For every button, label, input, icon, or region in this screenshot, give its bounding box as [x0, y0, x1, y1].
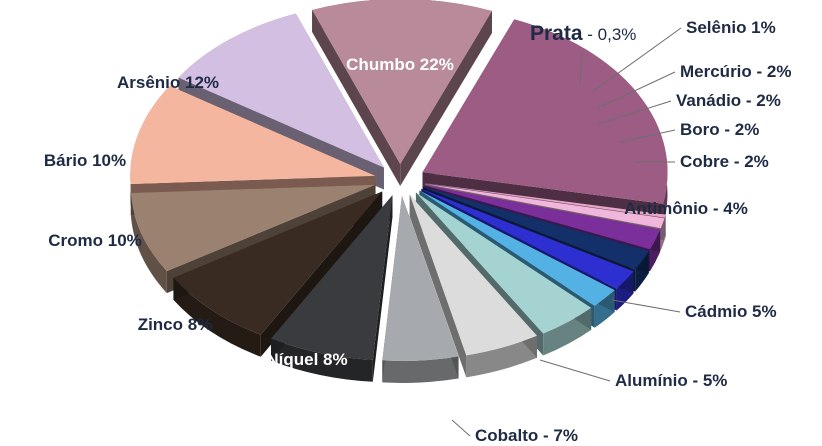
label-boro: Boro - 2%: [680, 120, 760, 139]
label-bario: Bário 10%: [43, 151, 127, 170]
leader-aluminio: [540, 360, 610, 381]
leader-cobalto: [452, 420, 470, 436]
label-prata: [530, 22, 636, 45]
label-niquel: Níquel 8%: [266, 350, 348, 369]
label-arsenio: Arsênio 12%: [116, 73, 220, 92]
label-zinco: Zinco 8%: [137, 315, 213, 334]
label-cobalto: Cobalto - 7%: [475, 426, 578, 445]
label-prata-name: Prata: [530, 22, 583, 45]
label-aluminio: Alumínio - 5%: [615, 371, 728, 390]
label-selenio: Selênio 1%: [686, 18, 776, 37]
label-prata-value: - 0,3%: [582, 25, 637, 44]
label-cobre: Cobre - 2%: [680, 152, 769, 171]
label-mercurio: Mercúrio - 2%: [680, 62, 792, 81]
label-cromo: Cromo 10%: [48, 231, 142, 250]
label-vanadio: Vanádio - 2%: [676, 91, 781, 110]
label-antimonio: Antimônio - 4%: [624, 199, 748, 218]
label-chumbo: Chumbo 22%: [346, 55, 454, 74]
leader-cadmio: [612, 300, 680, 312]
label-cadmio: Cádmio 5%: [685, 302, 777, 321]
